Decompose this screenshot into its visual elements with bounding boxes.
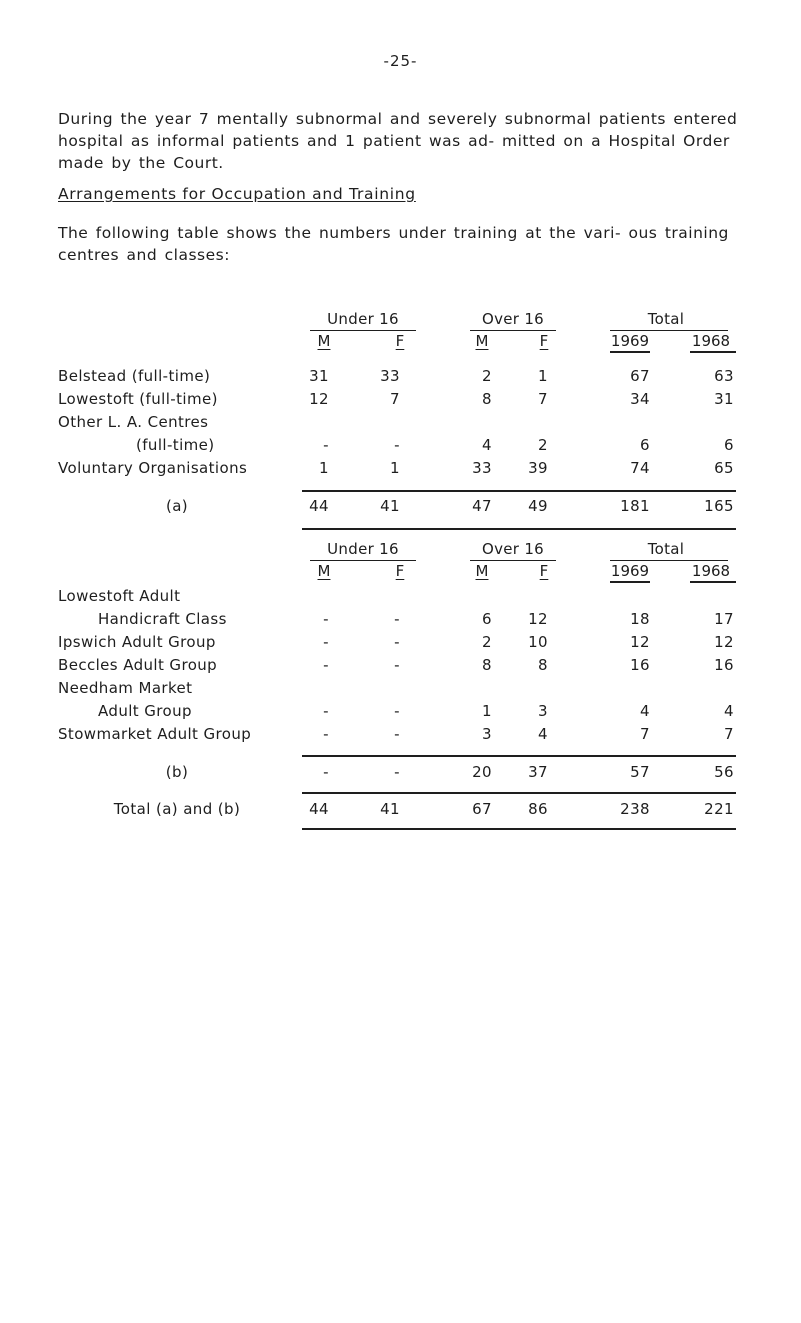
cell: 44	[309, 497, 329, 515]
subtotal-rule	[302, 490, 736, 492]
cell: 7	[538, 390, 548, 408]
intro-paragraph: During the year 7 mentally subnormal and severely subnormal patients entered hospital as informal patients and 1 patient was ad- mitted on a Hospital Order made by the Court.	[58, 110, 738, 172]
cell: 4	[538, 725, 548, 743]
cell: 33	[380, 367, 400, 385]
row-label: Voluntary Organisations	[58, 459, 248, 477]
header-under-16: Under 16	[327, 540, 399, 558]
cell: 221	[704, 800, 734, 818]
header-f: F	[395, 562, 405, 580]
cell: 8	[538, 656, 548, 674]
row-label: Stowmarket Adult Group	[58, 725, 252, 743]
cell: 4	[640, 702, 650, 720]
section-heading: Arrangements for Occupation and Training	[58, 185, 416, 203]
header-under-16: Under 16	[327, 310, 399, 328]
table-row	[58, 587, 748, 609]
row-label: Adult Group	[98, 702, 192, 720]
grand-total-row	[58, 800, 748, 822]
row-label: (full-time)	[136, 436, 215, 454]
header-total: Total	[647, 310, 685, 328]
total-rule	[302, 828, 736, 830]
header-m: M	[475, 562, 489, 580]
grand-total-label: Total (a) and (b)	[113, 800, 241, 818]
cell: 17	[714, 610, 734, 628]
row-label: Belstead (full-time)	[58, 367, 211, 385]
header-rule	[470, 330, 556, 331]
header-m: M	[475, 332, 489, 350]
subtotal-rule	[302, 755, 736, 757]
cell: 6	[482, 610, 492, 628]
header-rule	[610, 560, 728, 561]
cell: -	[323, 702, 329, 720]
table-row	[58, 367, 748, 389]
cell: 33	[472, 459, 492, 477]
cell: -	[323, 633, 329, 651]
cell: 37	[528, 763, 548, 781]
table-row	[58, 656, 748, 678]
cell: 2	[482, 633, 492, 651]
header-f: F	[395, 332, 405, 350]
header-rule	[610, 351, 650, 353]
cell: 10	[528, 633, 548, 651]
total-rule	[302, 792, 736, 794]
cell: 56	[714, 763, 734, 781]
cell: 31	[309, 367, 329, 385]
total-rule	[302, 528, 736, 530]
cell: 4	[482, 436, 492, 454]
header-1968: 1968	[691, 332, 731, 350]
cell: 12	[528, 610, 548, 628]
cell: 7	[724, 725, 734, 743]
table-row	[58, 413, 748, 435]
cell: 86	[528, 800, 548, 818]
cell: 12	[309, 390, 329, 408]
cell: 8	[482, 656, 492, 674]
cell: -	[394, 656, 400, 674]
cell: 2	[482, 367, 492, 385]
row-label: Other L. A. Centres	[58, 413, 209, 431]
cell: 20	[472, 763, 492, 781]
subtotal-label: (a)	[165, 497, 189, 515]
header-m: M	[317, 332, 331, 350]
header-rule	[690, 581, 736, 583]
cell: 49	[528, 497, 548, 515]
cell: 47	[472, 497, 492, 515]
cell: -	[323, 725, 329, 743]
table-row	[58, 390, 748, 412]
row-label: Lowestoft (full-time)	[58, 390, 218, 408]
header-f: F	[539, 332, 549, 350]
header-1969: 1969	[610, 562, 650, 580]
cell: 12	[714, 633, 734, 651]
table-row	[58, 633, 748, 655]
header-f: F	[539, 562, 549, 580]
cell: 65	[714, 459, 734, 477]
header-over-16: Over 16	[481, 540, 545, 558]
table-row	[58, 459, 748, 481]
page-number: -25-	[383, 52, 418, 70]
cell: 1	[319, 459, 329, 477]
cell: 2	[538, 436, 548, 454]
cell: -	[394, 633, 400, 651]
header-rule	[310, 330, 416, 331]
cell: 41	[380, 800, 400, 818]
cell: 165	[704, 497, 734, 515]
cell: 63	[714, 367, 734, 385]
cell: 1	[482, 702, 492, 720]
header-rule	[310, 560, 416, 561]
cell: -	[323, 610, 329, 628]
row-label: Beccles Adult Group	[58, 656, 218, 674]
header-1968: 1968	[691, 562, 731, 580]
row-label: Ipswich Adult Group	[58, 633, 216, 651]
cell: -	[394, 702, 400, 720]
cell: 12	[630, 633, 650, 651]
cell: 4	[724, 702, 734, 720]
cell: 44	[309, 800, 329, 818]
cell: 74	[630, 459, 650, 477]
cell: 3	[538, 702, 548, 720]
cell: 39	[528, 459, 548, 477]
cell: -	[394, 610, 400, 628]
cell: 1	[390, 459, 400, 477]
header-m: M	[317, 562, 331, 580]
table-row	[58, 725, 748, 747]
subtotal-row	[58, 763, 748, 785]
header-rule	[690, 351, 736, 353]
cell: 181	[620, 497, 650, 515]
header-total: Total	[647, 540, 685, 558]
row-label: Needham Market	[58, 679, 193, 697]
cell: -	[323, 656, 329, 674]
cell: -	[394, 436, 400, 454]
cell: 6	[724, 436, 734, 454]
cell: -	[394, 725, 400, 743]
table-row	[58, 702, 748, 724]
row-label: Handicraft Class	[98, 610, 227, 628]
cell: 6	[640, 436, 650, 454]
cell: 41	[380, 497, 400, 515]
cell: 8	[482, 390, 492, 408]
cell: -	[323, 763, 329, 781]
cell: 67	[472, 800, 492, 818]
table-row	[58, 610, 748, 632]
table-row	[58, 436, 748, 458]
cell: 238	[620, 800, 650, 818]
cell: 18	[630, 610, 650, 628]
cell: -	[394, 763, 400, 781]
header-rule	[610, 581, 650, 583]
cell: 1	[538, 367, 548, 385]
cell: 7	[390, 390, 400, 408]
cell: 7	[640, 725, 650, 743]
cell: -	[323, 436, 329, 454]
cell: 16	[630, 656, 650, 674]
subtotal-label: (b)	[165, 763, 189, 781]
row-label: Lowestoft Adult	[58, 587, 181, 605]
subtotal-row	[58, 497, 748, 519]
cell: 3	[482, 725, 492, 743]
table-intro-paragraph: The following table shows the numbers under training at the vari- ous training centres and classes:	[58, 224, 729, 264]
cell: 57	[630, 763, 650, 781]
cell: 34	[630, 390, 650, 408]
table-row	[58, 679, 748, 701]
cell: 16	[714, 656, 734, 674]
header-1969: 1969	[610, 332, 650, 350]
header-over-16: Over 16	[481, 310, 545, 328]
cell: 67	[630, 367, 650, 385]
cell: 31	[714, 390, 734, 408]
header-rule	[470, 560, 556, 561]
header-rule	[610, 330, 728, 331]
